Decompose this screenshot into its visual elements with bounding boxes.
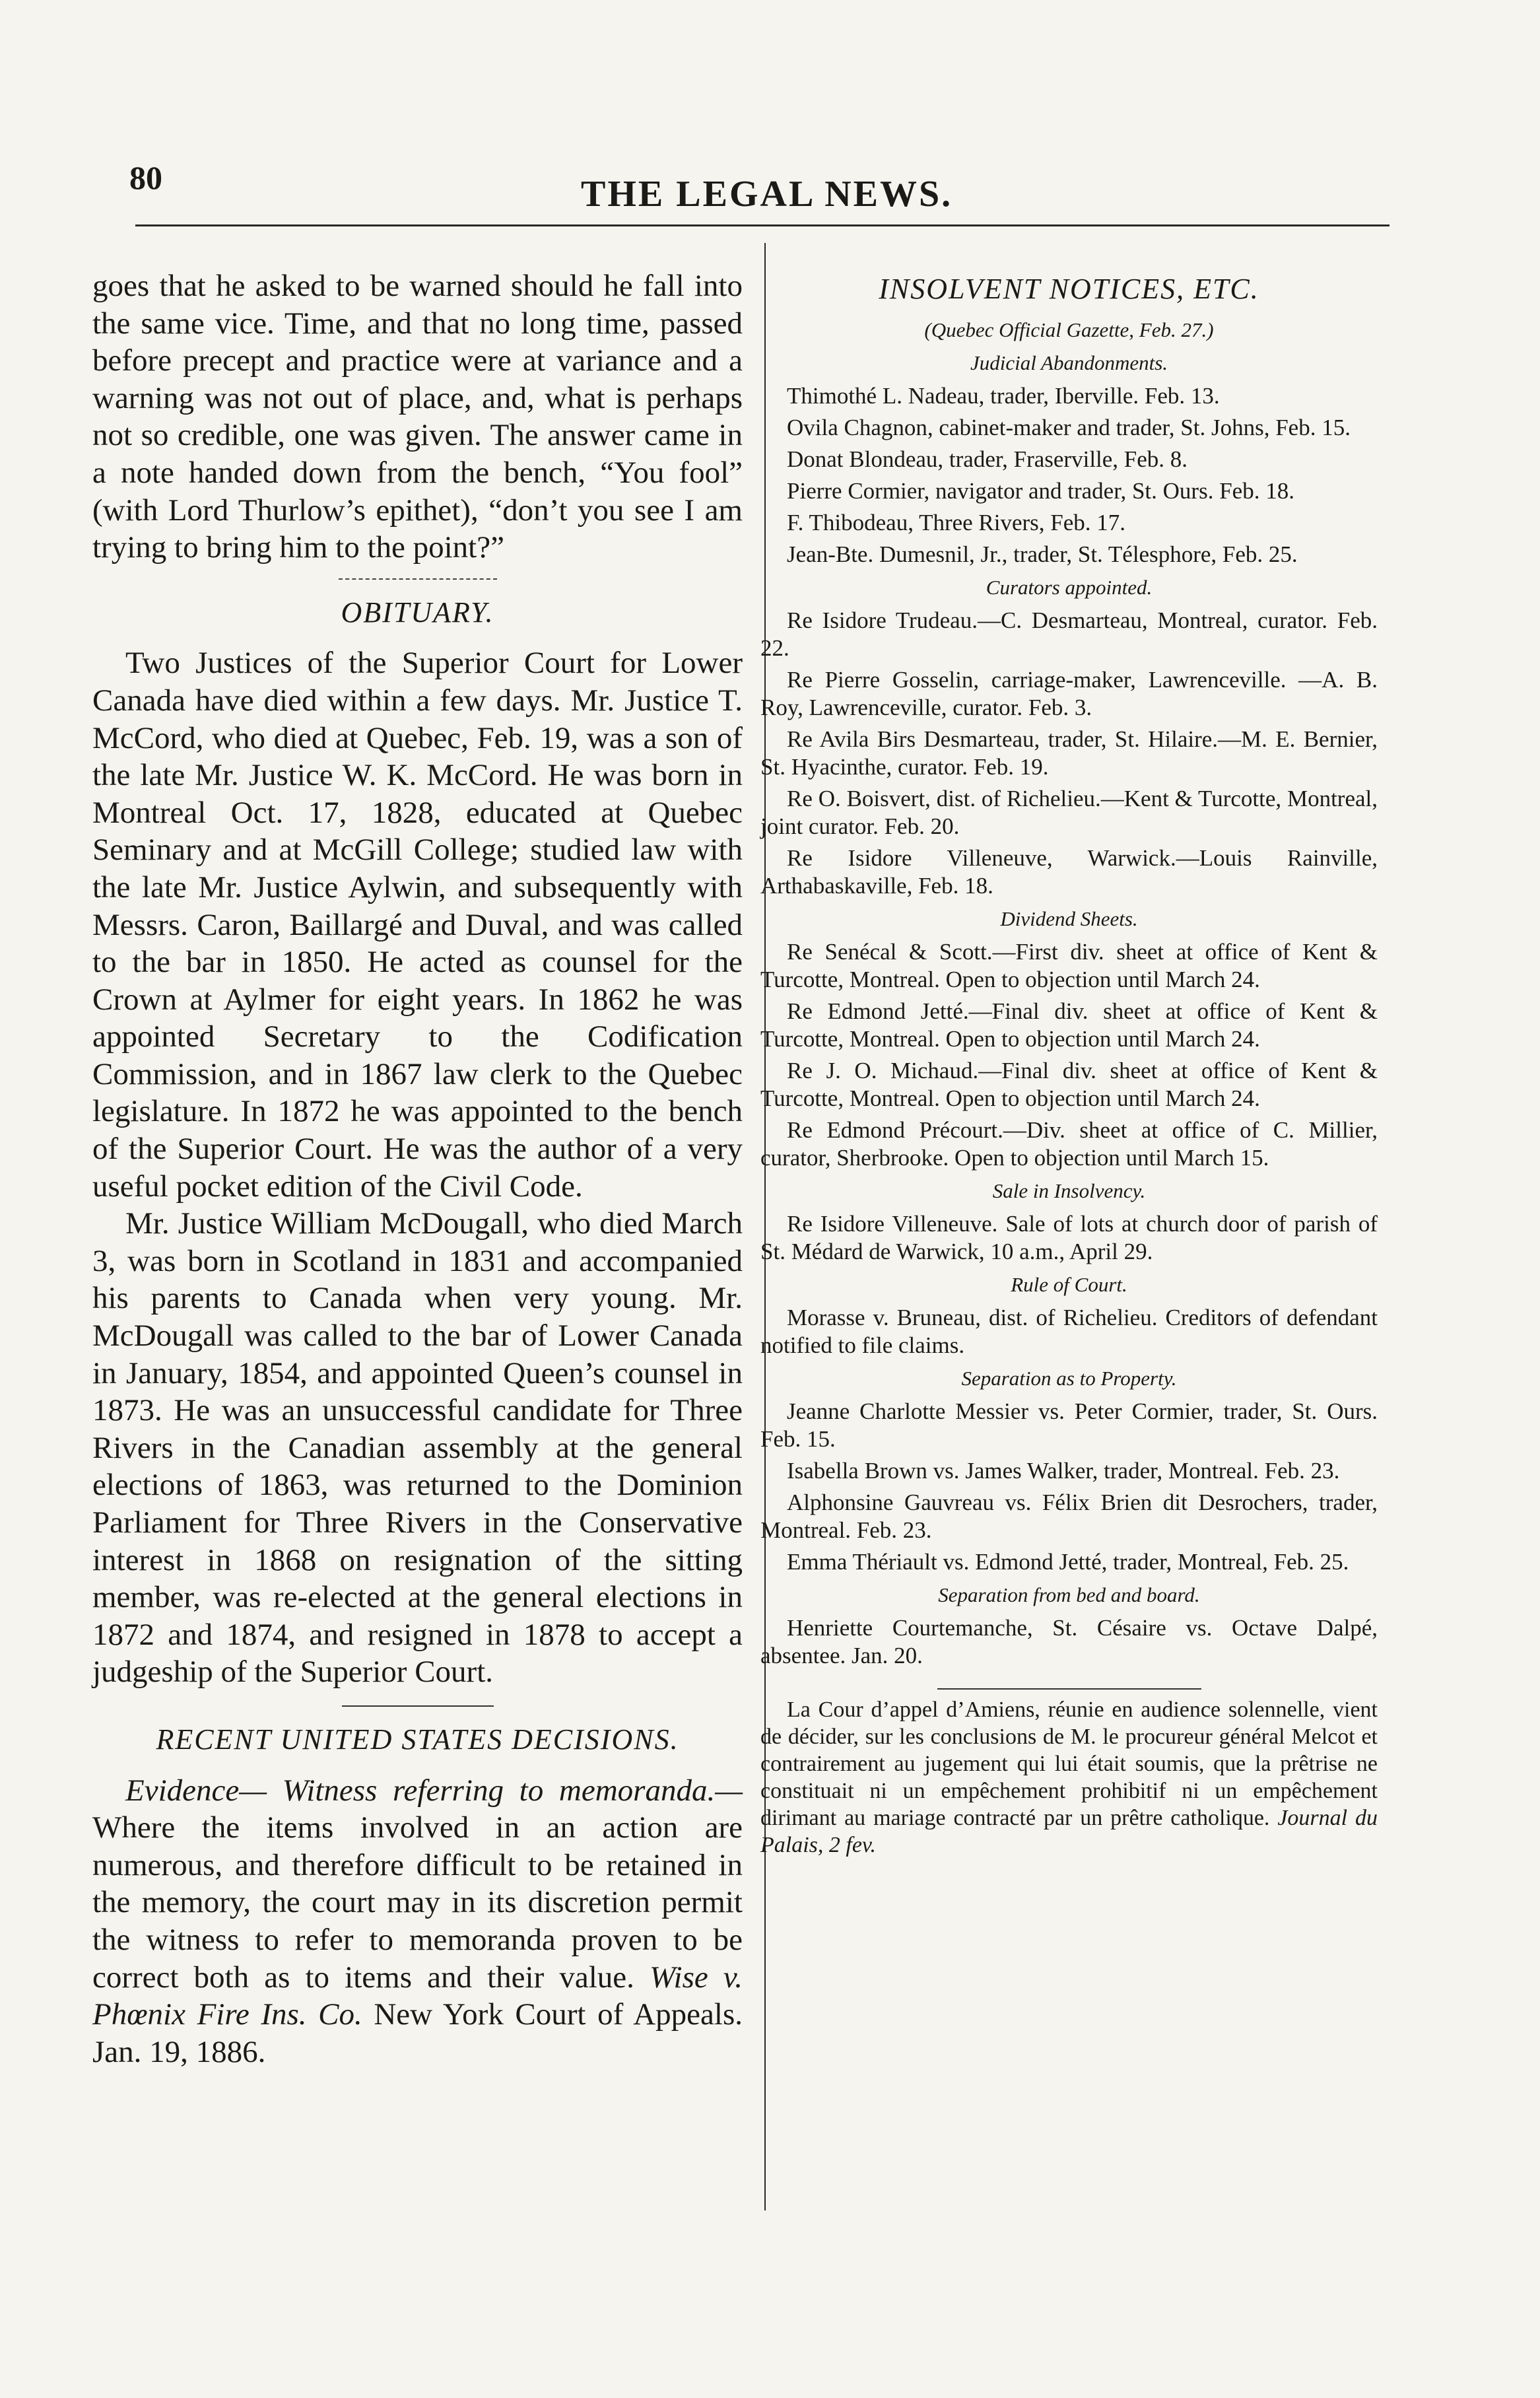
notice-entry: Re O. Boisvert, dist. of Richelieu.—Kent & Turcotte, Montreal, joint curator. Feb. 20. <box>760 786 1378 839</box>
notice-section <box>760 349 1378 568</box>
notice-subheading: Dividend Sheets. <box>1000 907 1138 930</box>
decision-case: Wise v. Phœnix Fire Ins. Co. <box>92 1960 743 2032</box>
decision-paragraph <box>92 1772 743 2071</box>
notice-entry: Jean-Bte. Dumesnil, Jr., trader, St. Télesphore, Feb. 25. <box>787 541 1298 567</box>
notice-section <box>760 1581 1378 1670</box>
page-number: 80 <box>129 159 162 196</box>
notice-entry: Re Isidore Villeneuve. Sale of lots at church door of parish of St. Médard de Warwick, 10 a.m., April 29. <box>760 1211 1378 1264</box>
gazette-source: (Quebec Official Gazette, Feb. 27.) <box>924 318 1214 341</box>
notice-subheading: Judicial Abandonments. <box>970 351 1168 374</box>
obituary-paragraph: Two Justices of the Superior Court for Lower Canada have died within a few days. Mr. Justice T. McCord, who died at Quebec, Feb. 19, was a son of the late Mr. Justice W. K. McCord. He was born in Montreal Oct. 17, 1828, educated at Quebec Seminary and at McGill College; studied law with the late Mr. Justice Aylwin, and subsequently with Messrs. Caron, Baillargé and Duval, and was called to the bar in 1850. He acted as counsel for the Crown at Aylmer for eight years. In 1862 he was appointed Secretary to the Codification Commission, and in 1867 law clerk to the Quebec legislature. In 1872 he was appointed to the bench of the Superior Court. He was the author of a very useful pocket edition of the Civil Code. <box>92 646 743 1204</box>
notice-section <box>760 905 1378 1172</box>
french-note <box>760 1696 1378 1859</box>
notice-entry: Pierre Cormier, navigator and trader, St. Ours. Feb. 18. <box>787 478 1294 504</box>
notice-entry: Re Pierre Gosselin, carriage-maker, Lawrenceville. —A. B. Roy, Lawrenceville, curator. Feb. 3. <box>760 667 1378 720</box>
right-column <box>760 267 1378 1859</box>
notice-entry: Donat Blondeau, trader, Fraserville, Feb. 8. <box>787 446 1188 472</box>
notice-entry: Re J. O. Michaud.—Final div. sheet at office of Kent & Turcotte, Montreal. Open to objection until March 24. <box>760 1058 1378 1111</box>
intro-paragraph: goes that he asked to be warned should he fall into the same vice. Time, and that no long time, passed before precept and practice were at variance and a warning was not out of place, and, what is perhaps not so credible, one was given. The answer came in a note handed down from the bench, “You fool” (with Lord Thurlow’s epithet), “don’t you see I am trying to bring him to the point?” <box>92 269 743 565</box>
notice-section <box>760 1365 1378 1576</box>
notice-entry: Re Avila Birs Desmarteau, trader, St. Hilaire.—M. E. Bernier, St. Hyacinthe, curator. Feb. 19. <box>760 726 1378 780</box>
decision-court: New York Court of Appeals. Jan. 19, 1886. <box>92 1997 743 2069</box>
insolvent-heading: INSOLVENT NOTICES, ETC. <box>879 273 1259 305</box>
notice-section <box>760 1177 1378 1266</box>
obituary-heading: OBITUARY. <box>341 596 494 629</box>
notice-entry: Thimothé L. Nadeau, trader, Iberville. Feb. 13. <box>787 383 1220 409</box>
french-note-text: La Cour d’appel d’Amiens, réunie en audience solennelle, vient de décider, sur les conclusions de M. le procureur général Melcot et contrairement au jugement qui lui était soumis, que la prêtrise ne constituait ni un empêchement prohibitif ni un empêchement dirimant au mariage contracté par un prêtre catholique. <box>760 1697 1378 1830</box>
notice-subheading: Sale in Insolvency. <box>992 1179 1146 1202</box>
notice-entry: F. Thibodeau, Three Rivers, Feb. 17. <box>787 510 1126 535</box>
decision-title: Evidence— Witness referring to memoranda.— <box>125 1773 743 1808</box>
running-title: THE LEGAL NEWS. <box>581 174 953 215</box>
french-note-source: Journal du Palais, 2 fev. <box>760 1806 1378 1857</box>
notice-entry: Re Edmond Jetté.—Final div. sheet at office of Kent & Turcotte, Montreal. Open to objection until March 24. <box>760 998 1378 1052</box>
notice-section <box>760 574 1378 900</box>
notice-subheading: Curators appointed. <box>986 576 1153 599</box>
notice-entry: Isabella Brown vs. James Walker, trader, Montreal. Feb. 23. <box>787 1458 1340 1484</box>
notice-entry: Henriette Courtemanche, St. Césaire vs. Octave Dalpé, absentee. Jan. 20. <box>760 1615 1378 1668</box>
section-divider <box>339 578 497 580</box>
header-rule <box>135 224 1389 226</box>
notice-entry: Emma Thériault vs. Edmond Jetté, trader, Montreal, Feb. 25. <box>787 1549 1349 1575</box>
notice-subheading: Rule of Court. <box>1011 1273 1127 1296</box>
notice-subheading: Separation from bed and board. <box>938 1583 1200 1606</box>
notice-entry: Jeanne Charlotte Messier vs. Peter Cormier, trader, St. Ours. Feb. 15. <box>760 1398 1378 1452</box>
section-divider <box>342 1705 494 1707</box>
notice-entry: Morasse v. Bruneau, dist. of Richelieu. Creditors of defendant notified to file claims. <box>760 1305 1378 1358</box>
notice-entry: Re Isidore Villeneuve, Warwick.—Louis Rainville, Arthabaskaville, Feb. 18. <box>760 845 1378 899</box>
decision-body: Where the items involved in an action are numerous, and therefore difficult to be retained in the memory, the court may in its discretion permit the witness to refer to memoranda proven to be correct both as to items and their value. <box>92 1810 743 1995</box>
notice-entry: Re Edmond Précourt.—Div. sheet at office of C. Millier, curator, Sherbrooke. Open to objection until March 15. <box>760 1117 1378 1171</box>
notice-subheading: Separation as to Property. <box>961 1367 1177 1390</box>
obituary-paragraph: Mr. Justice William McDougall, who died March 3, was born in Scotland in 1831 and accompanied his parents to Canada when very young. Mr. McDougall was called to the bar of Lower Canada in January, 1854, and appointed Queen’s counsel in 1873. He was an unsuccessful candidate for Three Rivers in the Canadian assembly at the general elections of 1863, was returned to the Dominion Parliament for Three Rivers in the Conservative interest in 1868 on resignation of the sitting member, was re-elected at the general elections in 1872 and 1874, and resigned in 1878 to accept a judgeship of the Superior Court. <box>92 1206 743 1690</box>
left-column <box>92 267 743 2071</box>
notice-entry: Alphonsine Gauvreau vs. Félix Brien dit Desrochers, trader, Montreal. Feb. 23. <box>760 1490 1378 1543</box>
notice-entry: Re Isidore Trudeau.—C. Desmarteau, Montreal, curator. Feb. 22. <box>760 607 1378 661</box>
notice-entry: Ovila Chagnon, cabinet-maker and trader, St. Johns, Feb. 15. <box>787 415 1351 440</box>
decisions-heading: RECENT UNITED STATES DECISIONS. <box>156 1723 679 1756</box>
notice-entry: Re Senécal & Scott.—First div. sheet at office of Kent & Turcotte, Montreal. Open to objection until March 24. <box>760 939 1378 992</box>
notice-section <box>760 1271 1378 1359</box>
section-divider <box>937 1688 1201 1690</box>
